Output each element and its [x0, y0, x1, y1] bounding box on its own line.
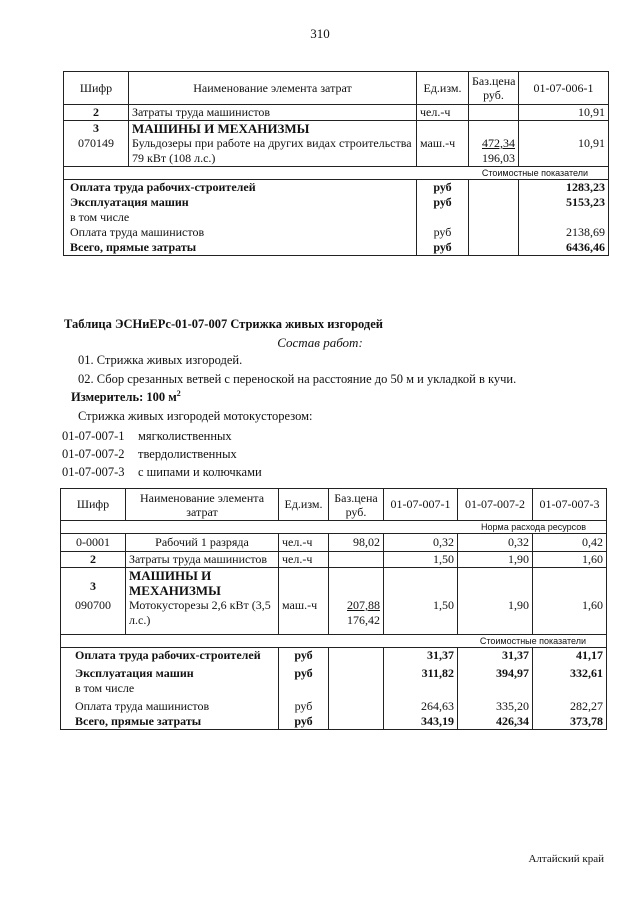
section-label: Стоимостные показатели: [61, 634, 607, 647]
variant-list: [62, 427, 262, 481]
row-code: 3: [64, 121, 129, 137]
summary-row: Эксплуатация машин руб 311,82 394,97 332,61: [61, 663, 607, 681]
table-row: [64, 105, 609, 121]
header-unit: Ед.изм.: [417, 72, 469, 105]
table-row: [64, 136, 609, 167]
row-name: Бульдозеры при работе на других видах строительства 79 кВт (108 л.с.): [129, 136, 417, 167]
measure-unit: Измеритель: 100 $м^2$: [71, 389, 181, 405]
footer-region: Алтайский край: [528, 853, 604, 865]
header-code: Шифр: [61, 489, 126, 521]
summary-row: Всего, прямые затраты руб 343,19 426,34 373,78: [61, 714, 607, 730]
header-price: Баз.цена руб.: [329, 489, 384, 521]
header-name: Наименование элемента затрат: [126, 489, 279, 521]
section-label: Норма расхода ресурсов: [61, 521, 607, 534]
work-item: 01. Стрижка живых изгородей.: [78, 353, 243, 367]
table-row: 2 Затраты труда машинистов чел.-ч 1,50 1,90 1,60: [61, 552, 607, 568]
list-item: 01-07-007-3 с шипами и колючками: [62, 465, 262, 479]
summary-row: Всего, прямые затраты руб 6436,46: [64, 240, 609, 256]
summary-row: в том числе: [64, 210, 609, 225]
header-unit: Ед.изм.: [279, 489, 329, 521]
list-item: 01-07-007-1 мягколиственных: [62, 429, 232, 443]
summary-row: Оплата труда рабочих-строителей руб 1283,23: [64, 180, 609, 196]
summary-row: Оплата труда машинистов руб 264,63 335,20 282,27: [61, 696, 607, 714]
header-code: Шифр: [64, 72, 129, 105]
table-row: 0-0001 Рабочий 1 разряда чел.-ч 98,02 0,32 0,32 0,42: [61, 534, 607, 552]
header-code-value: 01-07-007-2: [458, 489, 533, 521]
row-unit: чел.-ч: [417, 105, 469, 121]
row-value: 10,91: [519, 105, 609, 121]
row-value: 10,91: [519, 136, 609, 167]
header-price: Баз.цена руб.: [469, 72, 519, 105]
list-item: 01-07-007-2 твердолиственных: [62, 447, 237, 461]
summary-row: Эксплуатация машин руб 5153,23: [64, 195, 609, 210]
table-row: 3 МАШИНЫ И МЕХАНИЗМЫ: [61, 568, 607, 599]
header-name: Наименование элемента затрат: [129, 72, 417, 105]
header-code-value: 01-07-006-1: [519, 72, 609, 105]
page-number: 310: [310, 26, 330, 41]
table-heading: Таблица ЭСНиЕРс-01-07-007 Стрижка живых изгородей: [64, 317, 383, 331]
row-name: Затраты труда машинистов: [129, 105, 417, 121]
section-label: Стоимостные показатели: [64, 167, 609, 180]
row-unit: маш.-ч: [417, 136, 469, 167]
summary-row: Оплата труда машинистов руб 2138,69: [64, 225, 609, 240]
row-price: 472,34 196,03: [469, 136, 519, 167]
work-item: 02. Сбор срезанных ветвей с переноской на расстояние до 50 м и укладкой в кучи.: [78, 372, 517, 386]
table-01-07-007: [60, 488, 607, 730]
summary-row: Оплата труда рабочих-строителей руб 31,37 31,37 41,17: [61, 647, 607, 663]
composition-title: Состав работ:: [277, 335, 363, 350]
intro-text: Стрижка живых изгородей мотокусторезом:: [78, 409, 313, 423]
header-code-value: 01-07-007-3: [533, 489, 607, 521]
row-price: [469, 105, 519, 121]
table-row: 090700 Мотокусторезы 2,6 кВт (3,5 л.с.) маш.-ч 207,88 176,42 1,50 1,90 1,60: [61, 598, 607, 634]
row-code: 070149: [64, 136, 129, 167]
table-01-07-006: [63, 71, 609, 256]
summary-row: в том числе: [61, 681, 607, 696]
row-code: 2: [64, 105, 129, 121]
header-code-value: 01-07-007-1: [384, 489, 458, 521]
table-row: [64, 121, 609, 137]
row-name: МАШИНЫ И МЕХАНИЗМЫ: [129, 121, 417, 137]
